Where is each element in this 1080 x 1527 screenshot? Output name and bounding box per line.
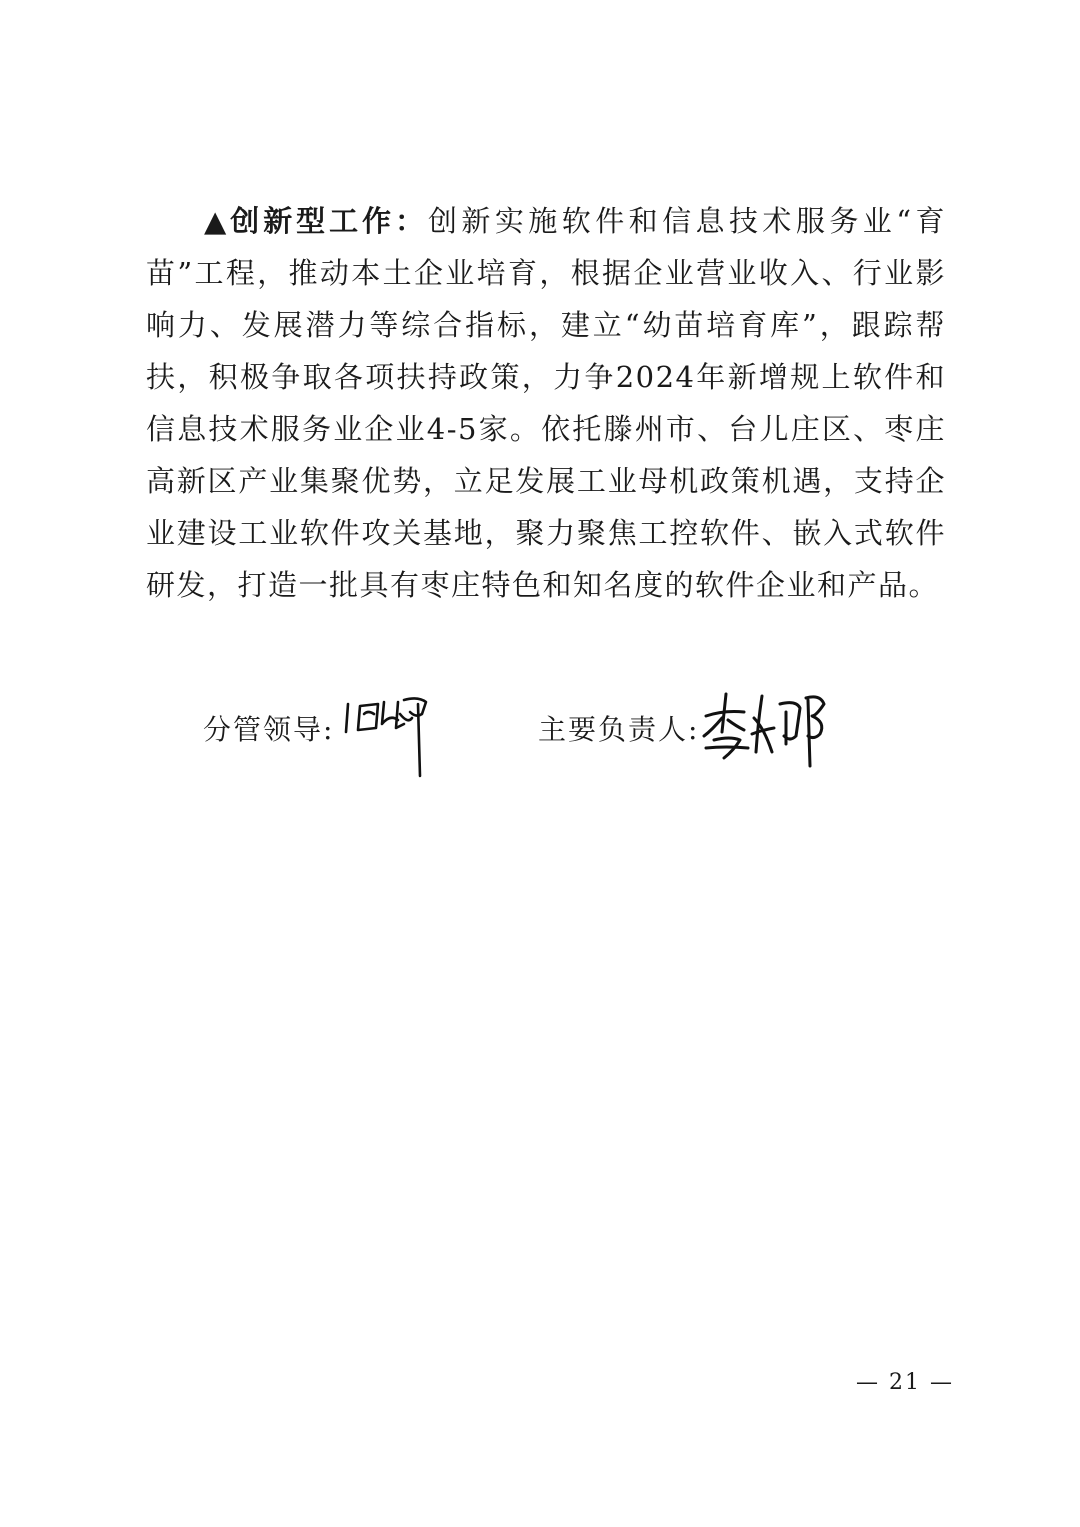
supervising-leader-signature [338, 684, 448, 784]
signature-block [0, 680, 1080, 790]
principal-leader-label: 主要负责人: [538, 713, 700, 746]
paragraph-text: 创新实施软件和信息技术服务业“育苗”工程，推动本土企业培育，根据企业营业收入、行业影响力、发展潜力等综合指标，建立“幼苗培育库”，跟踪帮扶，积极争取各项扶持政策，力争2024年新增规上软件和信息技术服务业企业4-5家。依托滕州市、台儿庄区、枣庄高新区产业集聚优势，立足发展工业母机政策机遇，支持企业建设工业软件攻关基地，聚力聚焦工控软件、嵌入式软件研发，打造一批具有枣庄特色和知名度的软件企业和产品。 [146, 204, 947, 602]
supervising-leader-label: 分管领导: [203, 713, 335, 746]
paragraph-heading: ▲创新型工作： [204, 204, 428, 238]
page-number: — 21 — [856, 1370, 954, 1395]
body-paragraph [146, 195, 946, 611]
principal-leader-signature [700, 682, 840, 772]
